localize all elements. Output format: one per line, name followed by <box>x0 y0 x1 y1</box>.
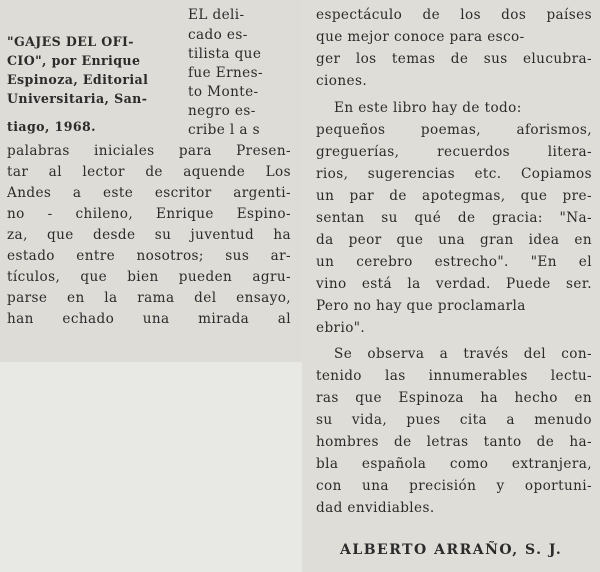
text-line: un par de apotegmas, que pre- <box>316 188 592 204</box>
text-line: Se observa a través del con- <box>334 346 592 362</box>
text-line: cado es- <box>188 27 248 43</box>
text-line: tilista que <box>188 46 262 62</box>
headline-line: Universitaria, San- <box>7 91 148 106</box>
text-line: espectáculo de los dos países <box>316 7 592 23</box>
text-line: Pero no hay que proclamarla <box>316 298 526 314</box>
text-line: bla española como extranjera, <box>316 456 592 472</box>
text-line: han echado una mirada al <box>7 311 291 327</box>
text-line: su vida, pues cita a menudo <box>316 412 592 428</box>
text-line: fue Ernes- <box>188 65 263 81</box>
text-line: Andes a este escritor argenti- <box>7 185 291 201</box>
text-line: rios, sugerencias etc. Copiamos <box>316 166 592 182</box>
text-line: un cerebro estrecho". "En el <box>316 254 592 270</box>
text-line: dad envidiables. <box>316 500 435 516</box>
headline-line: CIO", por Enrique <box>7 53 141 68</box>
text-line: con una precisión y oportuni- <box>316 478 592 494</box>
background <box>0 362 302 572</box>
text-line: tar al lector de aquende Los <box>7 164 291 180</box>
text-line: cribe l a s <box>188 122 260 138</box>
text-line: negro es- <box>188 103 256 119</box>
text-line: ger los temas de sus elucubra- <box>316 51 592 67</box>
text-line: no - chileno, Enrique Espino- <box>7 206 291 222</box>
text-line: sentan su qué de gracia: "Na- <box>316 210 592 226</box>
text-line: EL deli- <box>188 7 245 23</box>
headline-line: "GAJES DEL OFI- <box>7 34 134 49</box>
text-line: ras que Espinoza ha hecho en <box>316 390 592 406</box>
text-line: pequeños poemas, aforismos, <box>316 122 592 138</box>
text-line: vino está la verdad. Puede ser. <box>316 276 592 292</box>
headline-line: Espinoza, Editorial <box>7 72 149 87</box>
text-line: za, que desde su juventud ha <box>7 227 291 243</box>
text-line: que mejor conoce para esco- <box>316 29 525 45</box>
headline-line: tiago, 1968. <box>7 119 96 134</box>
text-line: estado entre nosotros; sus ar- <box>7 248 291 264</box>
text-line: ebrio". <box>316 320 366 336</box>
text-line: da peor que una gran idea en <box>316 232 592 248</box>
author-signature: ALBERTO ARRAÑO, S. J. <box>340 542 563 558</box>
text-line: tenido las innumerables lectu- <box>316 368 592 384</box>
text-line: ciones. <box>316 73 368 89</box>
text-line: hombres de letras tanto de ha- <box>316 434 592 450</box>
text-line: parse en la rama del ensayo, <box>7 290 291 306</box>
text-line: to Monte- <box>188 84 259 100</box>
text-line: greguerías, recuerdos litera- <box>316 144 592 160</box>
text-line: palabras iniciales para Presen- <box>7 143 291 159</box>
text-line: En este libro hay de todo: <box>334 100 522 116</box>
text-line: tículos, que bien pueden agru- <box>7 269 291 285</box>
